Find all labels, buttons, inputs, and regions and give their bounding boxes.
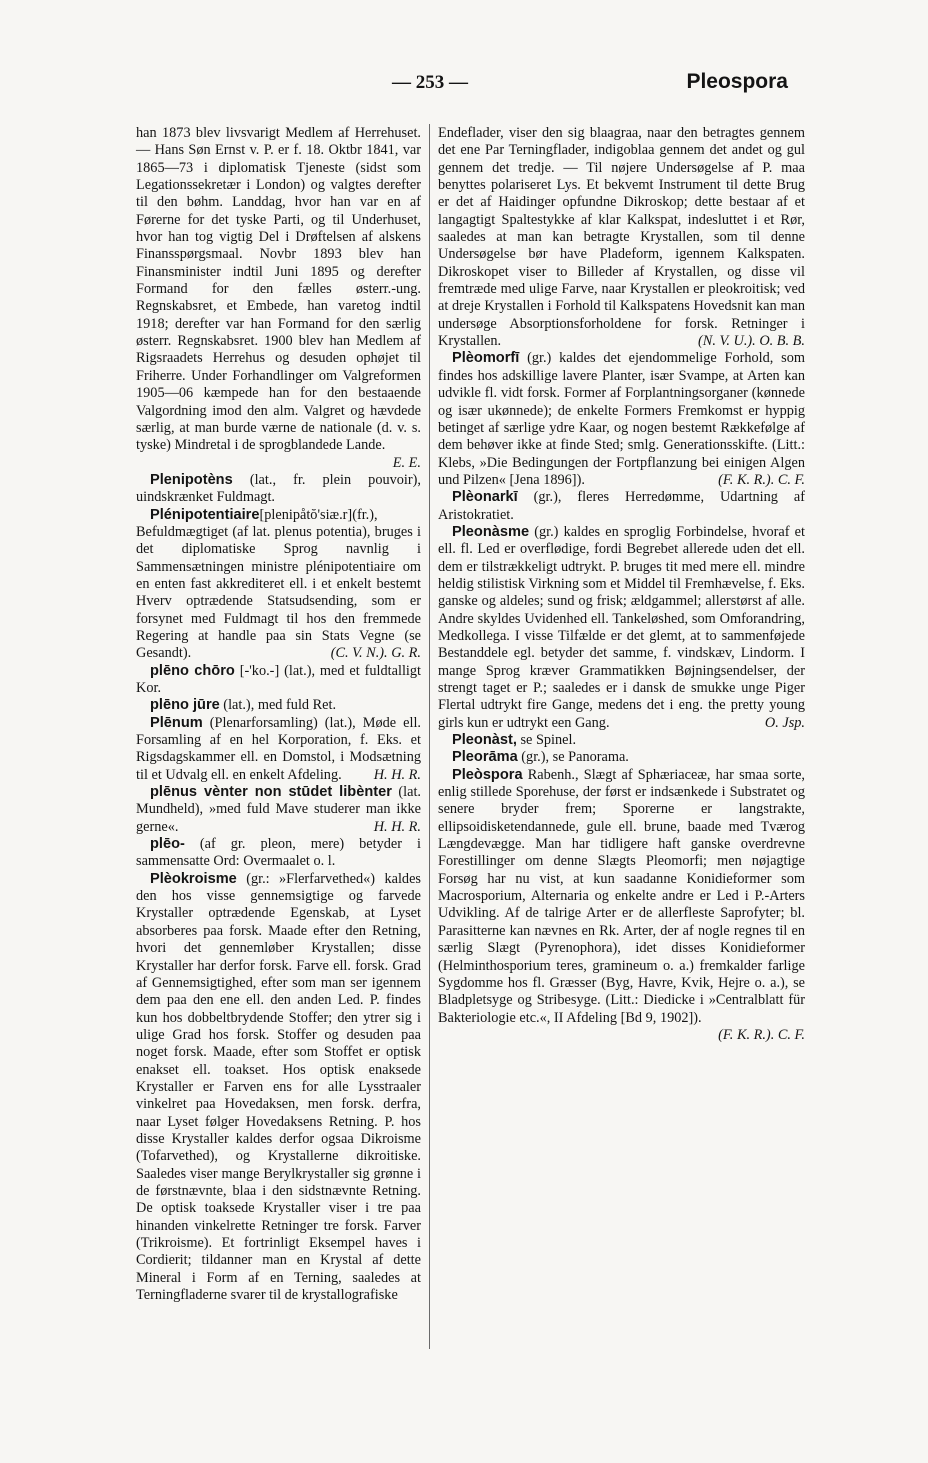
- entry-body: han 1873 blev livsvarigt Medlem af Herrehuset. — Hans Søn Ernst v. P. er f. 18. Oktbr 1841, var 1865—73 i diplomatisk Tjeneste (sidst som Legationssekretær i London) og valgtes derefter til den bøhm. Landdag, hvor han var en af Førerne for det tyske Parti, og til Underhuset, hvor han tog vigtig Del i Drøftelsen af alskens Finansspørgsmaal. Novbr 1893 blev han Finansminister indtil Juni 1895 og derefter Formand for den fælles østerr.-ung. Regnskabsret, et Embede, han varetog indtil 1918; derefter var han Formand for den særlig østerr. Regnskabsret. 1900 blev han Medlem af Rigsraadets Herrehus og desuden ophøjet til Friherre. Under Forhandlinger om Valgreformen 1905—06 kæmpede han for den bestaaende Valgordning imod den alm. Valgret og hævdede særlig, at man burde værne de nationale (d. v. s. tyske) Mindretal i de sprogblandede Lande.: [136, 125, 421, 454]
- dictionary-entry: [136, 472, 421, 507]
- dictionary-entry: [136, 663, 421, 698]
- entry-body: (gr.) kaldes det ejendommelige Forhold, som findes hos adskillige lavere Planter, især Svampe, at Arten kan udvikle fl. vidt forsk. Former af Forplantningsorganer (kønnede og især ukønnede); de enkelte Formers Fremkomst er hyppig betinget af særlige ydre Kaar, og nogen bestemt Rækkefølge af dem behøver ikke at finde Sted; smlg. Generationsskifte. (Litt.: Klebs, »Die Bedingungen der Fortpflanzung bei einigen Algen und Pilzen« [Jena 1896]).: [438, 350, 805, 488]
- entry-headword: plēnus vènter non stūdet libènter: [150, 784, 392, 801]
- entry-body: Rabenh., Slægt af Sphæriaceæ, har smaa sorte, enlig stillede Sporehuse, der først er indsænkede i Substratet og senere bryder frem; Sporerne er langstrakte, ellipsoidisketendannede, gule ell. brune, baade med Tværog Længdevægge. Man har tidligere haft ganske overdrevne Forestillinger om denne Slægts Pleomorfi; men nøjagtige Forsøg har nu vist, at kun saadanne Konidieformer som Macrosporium, Alternaria og enkelte andre er Led i P.-Arters Udvikling. Af de talrige Arter er de allerfleste Saprofyter; bl. Parasitterne kan nævnes en Rk. Arter, der af nogle regnes til en særlig Slægt (Pyrenophora), idet disses Konidieformer (Helminthosporium teres, gramineum o. a.) fremkalder farlige Sygdomme hos fl. Græsser (Byg, Havre, Kvik, Hejre o. a.), se Bladpletsyge og Stribesyge. (Litt.: Diedicke i »Centralblatt für Bakteriologie etc.«, II Afdeling [Bd 9, 1902]).: [438, 766, 805, 1026]
- entry-body: [-'ko.-] (lat.), med et fuldtalligt Kor.: [136, 662, 422, 696]
- entry-headword: Plénipotentiaire: [150, 506, 260, 523]
- entry-body: (gr.), se Panorama.: [517, 749, 629, 766]
- page-number: — 253 —: [392, 72, 468, 93]
- dictionary-entry: [438, 524, 805, 732]
- entry-body: Endeflader, viser den sig blaagraa, naar den betragtes gennem det ene Par Terningflader, indigoblaa gennem det andet og gul gennem det tredje. — Til nøjere Undersøgelse af P. maa benyttes polariseret Lys. Et bekvemt Instrument til dette Brug er det af Haidinger opfundne Dikroskop; dette bestaar af et langagtigt Spaltestykke af klar Kalkspat, indesluttet i et Rør, saaledes at man kan betragte Krystallen, som til denne Undersøgelse bør have Pladeform, igennem Kalkspaten. Dikroskopet viser to Billeder af Krystallen, og disse vil fremtræde med ulige Farve, naar Krystallen er pleokroitisk; ved at dreje Krystallen i Forhold til Kalkspatens Hovedsnit kan man undersøge Absorptionsforholdene for forsk. Retninger i Krystallen.: [438, 125, 805, 350]
- entry-headword: plēo-: [150, 836, 185, 853]
- author-signature: E. E.: [392, 454, 421, 471]
- entry-body: (gr.: »Flerfarvethed«) kaldes den hos visse gennemsigtige og farvede Krystaller optrædende Egenskab, at Lyset absorberes paa forsk. Maade efter den Retning, hvori det gennemløber Krystallen; disse Krystaller har derfor forsk. Farve ell. forsk. Grad af Gennemsigtighed, efter som man ser igennem dem paa den ene ell. den anden Led. P. findes kun hos dobbeltbrydende Stoffer; den ytrer sig i ulige Grad hos forsk. Stoffer og desuden paa noget forsk. Maade, efter som Stoffet er optisk enakset ell. toakset. Hos optisk enaksede Krystaller er Farven ens for alle Lysstraaler vinkelret paa Hovedaksen, men forsk. derfra, naar Lyset følger Hovedaksens Retning. P. hos disse Krystaller kaldes derfor ogsaa Dikroisme (Tofarvethed), og Krystallerne dikroitiske. Saaledes viser mange Berylkrystaller sig grønne i de førstnævnte, blaa i den sidstnævnte Retning. De optisk toaksede Krystaller viser i tre paa hinanden vinkelrette Retninger tre forsk. Farver (Trikroisme). Et fortrinligt Eksempel haves i Cordierit; tildanner man en Krystal af dette Mineral i Form af en Terning, saaledes at Terningfladerne svarer til de krystallografiske: [136, 870, 421, 1304]
- dictionary-entry: [136, 697, 421, 714]
- entry-headword: Pleonàst,: [452, 732, 517, 749]
- dictionary-entry: [136, 715, 421, 784]
- dictionary-entry: [438, 350, 805, 489]
- entry-body: (lat.), med fuld Ret.: [219, 697, 337, 714]
- dictionary-entry: [136, 507, 421, 663]
- author-signature: O. Jsp.: [764, 714, 805, 731]
- dictionary-entry: [438, 489, 805, 524]
- entry-headword: plēno jūre: [150, 697, 220, 714]
- right-column: [438, 125, 805, 1044]
- entry-body: (lat. Mundheld), »med fuld Mave studerer man ikke gerne«.: [136, 784, 421, 835]
- dictionary-entry: [136, 784, 421, 836]
- continued-text: [136, 125, 421, 472]
- dictionary-entry: [136, 871, 421, 1305]
- author-signature: (F. K. R.). C. F.: [718, 1026, 805, 1043]
- entry-headword: Plenipotèns: [150, 471, 233, 488]
- author-signature: (N. V. U.). O. B. B.: [698, 333, 805, 350]
- running-head: Pleospora: [686, 70, 788, 93]
- entry-body: (af gr. pleon, mere) betyder i sammensatte Ord: Overmaalet o. l.: [136, 836, 421, 870]
- entry-headword: plēno chōro: [150, 662, 235, 679]
- dictionary-entry: [438, 732, 805, 749]
- entry-headword: Pleòspora: [452, 766, 523, 783]
- author-signature: (F. K. R.). C. F.: [718, 471, 805, 488]
- dictionary-entry: [136, 836, 421, 871]
- entry-body: (Plenarforsamling) (lat.), Møde ell. Forsamling af en hel Korporation, f. Eks. et Rigsdagskammer ell. en Domstol, i Modsætning til et Udvalg ell. en enkelt Afdeling.: [136, 714, 421, 783]
- column-divider: [429, 124, 430, 1349]
- author-signature: H. H. R.: [373, 818, 421, 835]
- entry-body: (gr.) kaldes en sproglig Forbindelse, hvoraf et ell. fl. Led er overflødige, fordi Begrebet allerede uden det ell. dem er tilstrækkeligt udtrykt. P. bruges tit med mere ell. mindre heldig stilistisk Virkning som et Middel til Fremhævelse, f. Eks. ganske og aldeles; sund og frisk; ældgammel; allerstørst af alle. Andre skyldes Uvidenhed ell. Tankeløshed, som Omforandring, Medkollega. I visse Tilfælde er det glemt, at to sammenføjede Bestanddele egl. betyder det samme, f. vindskæv, Lindorm. I mange Sprog kræver Grammatikken Bøjningsendelser, der strengt taget er P.; saaledes er i dansk de smukke unge Piger Flertal udtrykt fire Gange, medens det i eng. the pretty young girls kun er udtrykt een Gang.: [438, 523, 805, 731]
- entry-headword: Pleorāma: [452, 749, 518, 766]
- dictionary-entry: [438, 767, 805, 1045]
- left-column: [136, 125, 421, 1304]
- author-signature: (C. V. N.). G. R.: [330, 645, 421, 662]
- entry-body: (lat., fr. plein pouvoir), uindskrænket Fuldmagt.: [136, 471, 421, 506]
- dictionary-entry: [438, 749, 805, 766]
- entry-headword: Plēnum: [150, 714, 203, 731]
- entry-body: (gr.), fleres Herredømme, Udartning af Aristokratiet.: [438, 489, 805, 523]
- author-signature: H. H. R.: [373, 766, 421, 783]
- entry-headword: Plèonarkī: [452, 489, 518, 506]
- entry-body: [plenipåtŏ'siæ.r](fr.), Befuldmægtiget (af lat. plenus potentia), bruges i det diplomatiske Sprog navnlig i Sammensætningen ministre plénipotentiaire om en enten fast akkrediteret ell. i et enkelt bestemt Hverv optrædende Statsudsending, som er forsynet med Fuldmagt til hos den fremmede Regering at handle paa sin Stats Vegne (se Gesandt).: [136, 506, 421, 662]
- entry-body: se Spinel.: [516, 732, 577, 749]
- entry-headword: Pleonàsme: [452, 523, 530, 540]
- entry-headword: Plèokroisme: [150, 870, 237, 887]
- continued-text: [438, 125, 805, 350]
- entry-headword: Plèomorfī: [452, 350, 520, 367]
